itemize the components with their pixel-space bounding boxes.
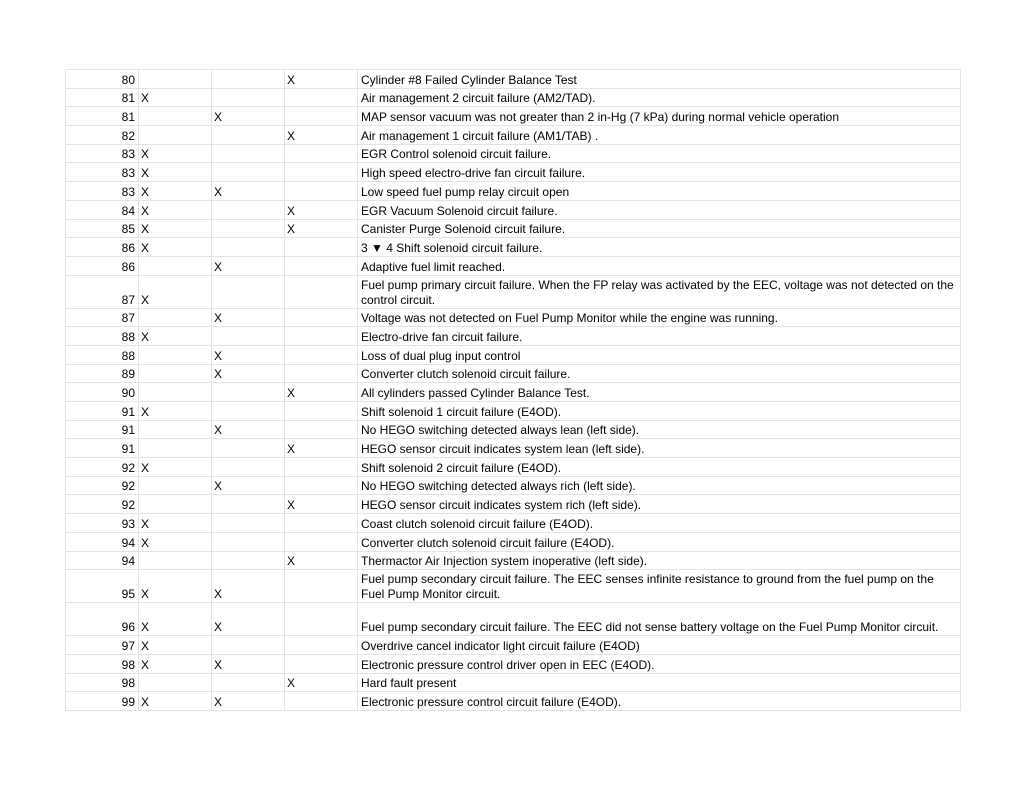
flag-b-cell <box>212 238 285 257</box>
table-row <box>66 308 961 327</box>
flag-b-cell <box>212 327 285 346</box>
flag-a-cell: X <box>139 654 212 673</box>
flag-c-cell: X <box>285 551 358 570</box>
flag-c-cell <box>285 636 358 655</box>
code-cell: 89 <box>66 364 139 383</box>
code-cell: 97 <box>66 636 139 655</box>
code-cell: 91 <box>66 439 139 458</box>
description-cell: Electronic pressure control circuit failure (E4OD). <box>358 692 961 711</box>
flag-b-cell: X <box>212 692 285 711</box>
flag-b-cell: X <box>212 420 285 439</box>
flag-c-cell <box>285 532 358 551</box>
flag-a-cell <box>139 256 212 275</box>
code-cell: 83 <box>66 182 139 201</box>
description-cell: Converter clutch solenoid circuit failure. <box>358 364 961 383</box>
description-cell: Air management 1 circuit failure (AM1/TAB) . <box>358 126 961 145</box>
flag-b-cell <box>212 514 285 533</box>
table-row <box>66 70 961 89</box>
table-row <box>66 495 961 514</box>
flag-b-cell: X <box>212 182 285 201</box>
flag-b-cell <box>212 383 285 402</box>
flag-c-cell <box>285 182 358 201</box>
description-cell: Low speed fuel pump relay circuit open <box>358 182 961 201</box>
flag-c-cell <box>285 420 358 439</box>
flag-c-cell <box>285 163 358 182</box>
flag-c-cell: X <box>285 495 358 514</box>
description-cell: Voltage was not detected on Fuel Pump Monitor while the engine was running. <box>358 308 961 327</box>
flag-b-cell <box>212 70 285 89</box>
code-cell: 96 <box>66 603 139 636</box>
description-cell: Air management 2 circuit failure (AM2/TAD). <box>358 88 961 107</box>
table-row <box>66 107 961 126</box>
description-cell: Canister Purge Solenoid circuit failure. <box>358 219 961 238</box>
flag-b-cell: X <box>212 345 285 364</box>
description-cell: MAP sensor vacuum was not greater than 2 in-Hg (7 kPa) during normal vehicle operation <box>358 107 961 126</box>
flag-b-cell <box>212 551 285 570</box>
description-cell: HEGO sensor circuit indicates system lean (left side). <box>358 439 961 458</box>
table-row <box>66 458 961 477</box>
table-row <box>66 514 961 533</box>
table-row <box>66 256 961 275</box>
description-cell: High speed electro-drive fan circuit failure. <box>358 163 961 182</box>
flag-a-cell <box>139 107 212 126</box>
flag-c-cell <box>285 275 358 308</box>
flag-c-cell: X <box>285 219 358 238</box>
flag-a-cell: X <box>139 458 212 477</box>
flag-c-cell <box>285 654 358 673</box>
flag-a-cell: X <box>139 219 212 238</box>
flag-a-cell: X <box>139 570 212 603</box>
flag-b-cell <box>212 219 285 238</box>
flag-a-cell <box>139 476 212 495</box>
table-row <box>66 126 961 145</box>
flag-b-cell <box>212 402 285 421</box>
flag-a-cell <box>139 345 212 364</box>
table-row <box>66 144 961 163</box>
flag-c-cell <box>285 458 358 477</box>
table-row <box>66 439 961 458</box>
flag-c-cell: X <box>285 383 358 402</box>
description-cell: Converter clutch solenoid circuit failure (E4OD). <box>358 532 961 551</box>
flag-a-cell: X <box>139 636 212 655</box>
table-row <box>66 636 961 655</box>
flag-b-cell <box>212 144 285 163</box>
flag-b-cell <box>212 636 285 655</box>
table-row <box>66 654 961 673</box>
flag-c-cell: X <box>285 126 358 145</box>
table-row <box>66 200 961 219</box>
flag-c-cell <box>285 144 358 163</box>
flag-c-cell <box>285 570 358 603</box>
flag-b-cell: X <box>212 654 285 673</box>
code-cell: 88 <box>66 345 139 364</box>
table-row <box>66 673 961 692</box>
code-cell: 83 <box>66 163 139 182</box>
flag-a-cell: X <box>139 402 212 421</box>
description-cell: Fuel pump secondary circuit failure. The EEC did not sense battery voltage on the Fuel Pump Monitor circuit. <box>358 603 961 636</box>
description-cell: Shift solenoid 2 circuit failure (E4OD). <box>358 458 961 477</box>
table-row <box>66 476 961 495</box>
table-row <box>66 603 961 636</box>
code-cell: 98 <box>66 654 139 673</box>
description-cell: Fuel pump primary circuit failure. When the FP relay was activated by the EEC, voltage was not detected on the control circuit. <box>358 275 961 308</box>
flag-b-cell: X <box>212 256 285 275</box>
table-row <box>66 402 961 421</box>
table-row <box>66 692 961 711</box>
description-cell: Electronic pressure control driver open in EEC (E4OD). <box>358 654 961 673</box>
description-cell: All cylinders passed Cylinder Balance Test. <box>358 383 961 402</box>
flag-b-cell <box>212 673 285 692</box>
flag-a-cell <box>139 126 212 145</box>
flag-a-cell: X <box>139 603 212 636</box>
flag-a-cell <box>139 383 212 402</box>
description-cell: Adaptive fuel limit reached. <box>358 256 961 275</box>
code-cell: 90 <box>66 383 139 402</box>
table-row <box>66 383 961 402</box>
code-cell: 94 <box>66 551 139 570</box>
table-row <box>66 182 961 201</box>
flag-b-cell: X <box>212 476 285 495</box>
code-cell: 91 <box>66 420 139 439</box>
description-cell: Electro-drive fan circuit failure. <box>358 327 961 346</box>
flag-a-cell: X <box>139 275 212 308</box>
table-row <box>66 532 961 551</box>
flag-c-cell: X <box>285 439 358 458</box>
flag-b-cell <box>212 88 285 107</box>
flag-c-cell <box>285 327 358 346</box>
flag-c-cell <box>285 345 358 364</box>
code-cell: 83 <box>66 144 139 163</box>
description-cell: HEGO sensor circuit indicates system rich (left side). <box>358 495 961 514</box>
flag-c-cell <box>285 256 358 275</box>
table-row <box>66 364 961 383</box>
description-cell: Hard fault present <box>358 673 961 692</box>
description-cell: Thermactor Air Injection system inoperative (left side). <box>358 551 961 570</box>
flag-b-cell: X <box>212 603 285 636</box>
table-row <box>66 275 961 308</box>
table-row <box>66 163 961 182</box>
flag-a-cell <box>139 551 212 570</box>
flag-b-cell <box>212 126 285 145</box>
flag-b-cell <box>212 495 285 514</box>
flag-b-cell <box>212 532 285 551</box>
description-cell: Fuel pump secondary circuit failure. The EEC senses infinite resistance to ground from the fuel pump on the Fuel Pump Monitor circuit. <box>358 570 961 603</box>
flag-a-cell: X <box>139 514 212 533</box>
description-cell: Shift solenoid 1 circuit failure (E4OD). <box>358 402 961 421</box>
flag-c-cell <box>285 308 358 327</box>
flag-b-cell <box>212 439 285 458</box>
flag-b-cell: X <box>212 107 285 126</box>
table-row <box>66 570 961 603</box>
flag-a-cell: X <box>139 327 212 346</box>
flag-c-cell: X <box>285 673 358 692</box>
code-cell: 81 <box>66 88 139 107</box>
flag-c-cell <box>285 514 358 533</box>
flag-c-cell <box>285 692 358 711</box>
flag-a-cell <box>139 308 212 327</box>
code-cell: 92 <box>66 476 139 495</box>
flag-b-cell: X <box>212 570 285 603</box>
dtc-table <box>65 69 961 711</box>
code-cell: 92 <box>66 495 139 514</box>
flag-b-cell: X <box>212 364 285 383</box>
table-row <box>66 420 961 439</box>
flag-b-cell <box>212 163 285 182</box>
code-cell: 88 <box>66 327 139 346</box>
description-cell: Cylinder #8 Failed Cylinder Balance Test <box>358 70 961 89</box>
table-row <box>66 551 961 570</box>
code-cell: 82 <box>66 126 139 145</box>
description-cell: 3 ▼ 4 Shift solenoid circuit failure. <box>358 238 961 257</box>
code-cell: 99 <box>66 692 139 711</box>
description-cell: EGR Vacuum Solenoid circuit failure. <box>358 200 961 219</box>
flag-c-cell <box>285 603 358 636</box>
flag-b-cell <box>212 275 285 308</box>
flag-a-cell <box>139 420 212 439</box>
table-row <box>66 345 961 364</box>
code-cell: 80 <box>66 70 139 89</box>
code-cell: 94 <box>66 532 139 551</box>
flag-b-cell <box>212 200 285 219</box>
code-cell: 87 <box>66 275 139 308</box>
code-cell: 92 <box>66 458 139 477</box>
flag-c-cell: X <box>285 200 358 219</box>
description-cell: EGR Control solenoid circuit failure. <box>358 144 961 163</box>
flag-a-cell: X <box>139 238 212 257</box>
flag-c-cell <box>285 88 358 107</box>
flag-c-cell <box>285 364 358 383</box>
description-cell: Overdrive cancel indicator light circuit failure (E4OD) <box>358 636 961 655</box>
table-row <box>66 238 961 257</box>
code-cell: 86 <box>66 238 139 257</box>
code-cell: 84 <box>66 200 139 219</box>
code-cell: 87 <box>66 308 139 327</box>
flag-c-cell <box>285 107 358 126</box>
flag-b-cell <box>212 458 285 477</box>
table-row <box>66 88 961 107</box>
flag-a-cell: X <box>139 200 212 219</box>
code-cell: 93 <box>66 514 139 533</box>
flag-a-cell <box>139 673 212 692</box>
flag-a-cell: X <box>139 692 212 711</box>
flag-a-cell: X <box>139 88 212 107</box>
table-row <box>66 327 961 346</box>
dtc-table-body <box>66 70 961 711</box>
flag-a-cell: X <box>139 163 212 182</box>
flag-b-cell: X <box>212 308 285 327</box>
code-cell: 85 <box>66 219 139 238</box>
flag-c-cell <box>285 476 358 495</box>
flag-a-cell <box>139 439 212 458</box>
code-cell: 81 <box>66 107 139 126</box>
flag-a-cell: X <box>139 532 212 551</box>
code-cell: 86 <box>66 256 139 275</box>
description-cell: No HEGO switching detected always rich (left side). <box>358 476 961 495</box>
flag-c-cell <box>285 238 358 257</box>
description-cell: Coast clutch solenoid circuit failure (E4OD). <box>358 514 961 533</box>
flag-a-cell <box>139 364 212 383</box>
flag-a-cell <box>139 495 212 514</box>
code-cell: 91 <box>66 402 139 421</box>
flag-a-cell <box>139 70 212 89</box>
flag-a-cell: X <box>139 144 212 163</box>
code-cell: 95 <box>66 570 139 603</box>
flag-c-cell <box>285 402 358 421</box>
code-cell: 98 <box>66 673 139 692</box>
description-cell: No HEGO switching detected always lean (left side). <box>358 420 961 439</box>
flag-c-cell: X <box>285 70 358 89</box>
flag-a-cell: X <box>139 182 212 201</box>
description-cell: Loss of dual plug input control <box>358 345 961 364</box>
table-row <box>66 219 961 238</box>
